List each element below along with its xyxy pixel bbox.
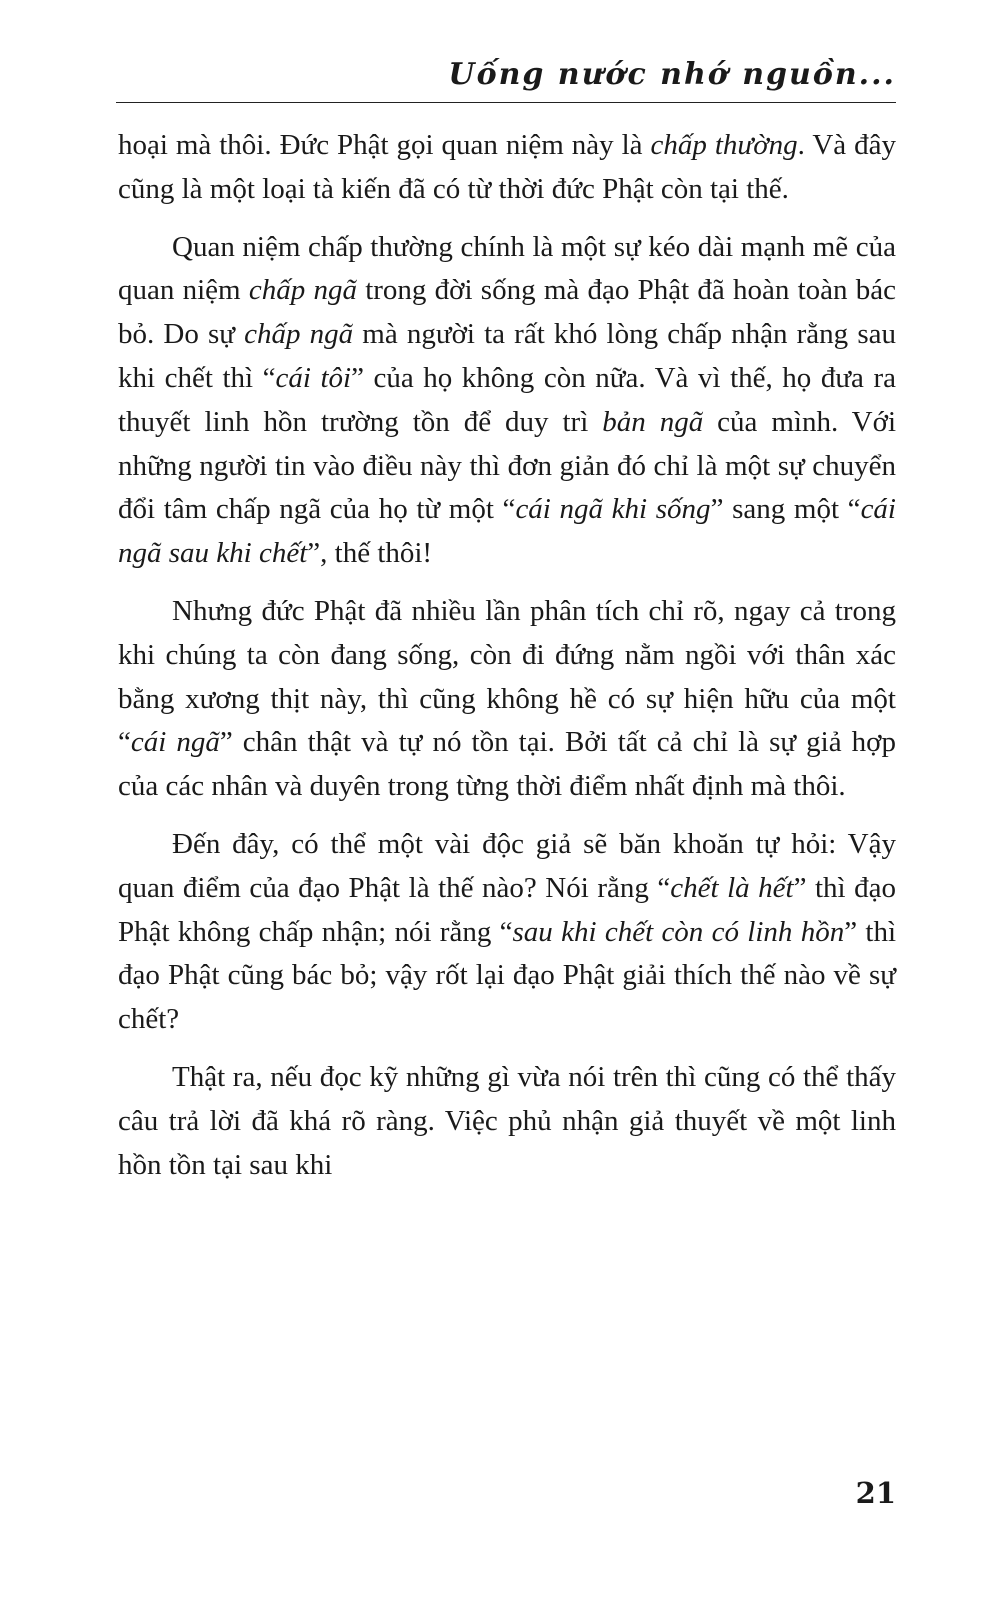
text-run: ” thì đạo Phật cũng bác bỏ; vậy rốt lại đạo Phật giải thích thế nào về sự chết? bbox=[118, 915, 897, 1036]
running-title: Uống nước nhớ nguồn... bbox=[448, 57, 896, 92]
text-run: Thật ra, nếu đọc kỹ những gì vừa nói trên thì cũng có thể thấy câu trả lời đã khá rõ ràng. Việc phủ nhận giả thuyết về một linh hồn tồn tại sau khi bbox=[118, 1060, 896, 1181]
italic-text: chấp thường bbox=[650, 129, 798, 161]
text-run: hoại mà thôi. Đức Phật gọi quan niệm này là bbox=[118, 129, 651, 161]
text-run: mà người ta rất khó lòng chấp nhận rằng sau khi chết thì “ bbox=[118, 318, 896, 394]
text-run: . Và đây cũng là một loại tà kiến đã có từ thời đức Phật còn tại thế. bbox=[118, 129, 896, 205]
text-run: ”, thế thôi! bbox=[307, 537, 433, 570]
italic-text: cái ngã khi sống bbox=[515, 493, 711, 526]
paragraph bbox=[118, 590, 896, 809]
paragraph bbox=[118, 823, 896, 1042]
italic-text: chấp ngã bbox=[248, 274, 357, 307]
italic-text: cái ngã sau khi chết bbox=[118, 493, 896, 570]
italic-text: cái tôi bbox=[275, 361, 352, 394]
text-run: trong đời sống mà đạo Phật đã hoàn toàn bác bỏ. Do sự bbox=[118, 274, 897, 351]
page-number: 21 bbox=[855, 1476, 896, 1510]
paragraph bbox=[118, 226, 896, 576]
body-text bbox=[118, 124, 896, 1201]
text-run: ” sang một “ bbox=[710, 493, 861, 526]
italic-text: chấp ngã bbox=[244, 318, 354, 351]
italic-text: bản ngã bbox=[602, 405, 704, 438]
text-run: Đến đây, có thể một vài độc giả sẽ băn khoăn tự hỏi: Vậy quan điểm của đạo Phật là thế nào? Nói rằng “ bbox=[118, 827, 896, 904]
italic-text: cái ngã bbox=[130, 726, 220, 759]
paragraph bbox=[118, 1056, 896, 1187]
running-header bbox=[116, 52, 896, 103]
text-run: của mình. Với những người tin vào điều này thì đơn giản đó chỉ là một sự chuyển đổi tâm chấp ngã của họ từ một “ bbox=[118, 405, 897, 526]
text-run: ” thì đạo Phật không chấp nhận; nói rằng “ bbox=[118, 871, 897, 948]
paragraph bbox=[118, 124, 896, 212]
italic-text: sau khi chết còn có linh hồn bbox=[512, 915, 845, 948]
text-run: ” của họ không còn nữa. Và vì thế, họ đưa ra thuyết linh hồn trường tồn để duy trì bbox=[118, 361, 896, 438]
text-run: Quan niệm chấp thường chính là một sự kéo dài mạnh mẽ của quan niệm bbox=[118, 230, 896, 307]
text-run: Nhưng đức Phật đã nhiều lần phân tích chỉ rõ, ngay cả trong khi chúng ta còn đang sống, còn đi đứng nằm ngồi với thân xác bằng xương thịt này, thì cũng không hề có sự hiện hữu của một “ bbox=[118, 594, 896, 759]
text-run: ” chân thật và tự nó tồn tại. Bởi tất cả chỉ là sự giả hợp của các nhân và duyên trong từng thời điểm nhất định mà thôi. bbox=[118, 726, 896, 803]
italic-text: chết là hết bbox=[670, 871, 794, 904]
